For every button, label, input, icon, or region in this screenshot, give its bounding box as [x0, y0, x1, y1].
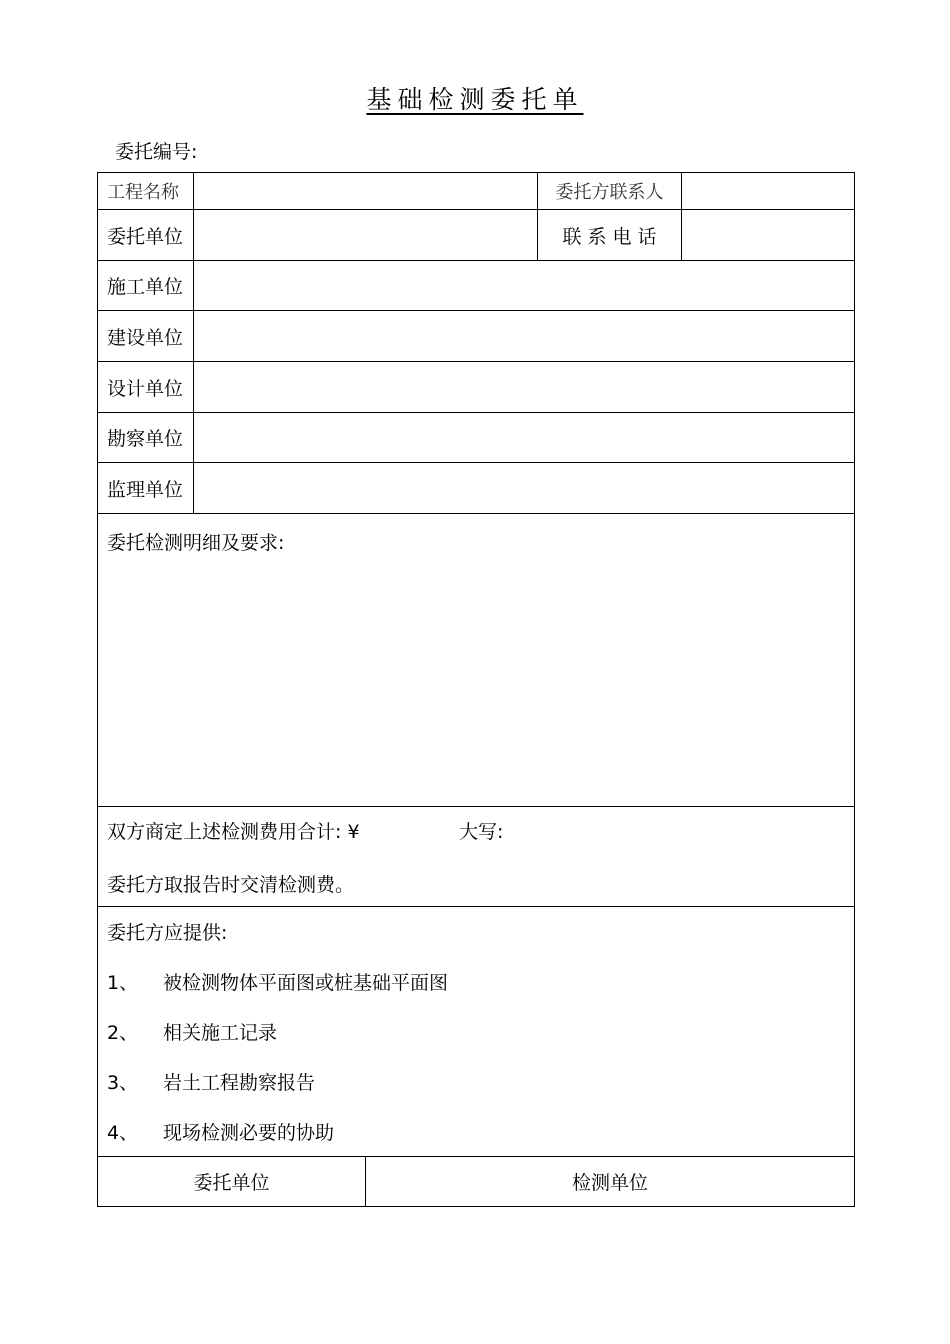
design-unit-field[interactable] [194, 362, 855, 413]
contact-phone-label: 联 系 电 话 [538, 210, 682, 261]
fee-note: 委托方取报告时交清检测费。 [107, 873, 355, 896]
client-contact-label: 委托方联系人 [538, 173, 682, 210]
fee-capital-label: 大写: [459, 820, 504, 843]
developer-unit-label: 建设单位 [98, 311, 194, 362]
developer-unit-field[interactable] [194, 311, 855, 362]
client-unit-label: 委托单位 [98, 210, 194, 261]
supervision-unit-label: 监理单位 [98, 463, 194, 514]
client-contact-field[interactable] [682, 173, 855, 210]
provide-item: 3、 岩土工程勘察报告 [107, 1072, 316, 1094]
supervision-unit-field[interactable] [194, 463, 855, 514]
survey-unit-label: 勘察单位 [98, 413, 194, 463]
fee-total-label: 双方商定上述检测费用合计: ¥ [107, 820, 360, 843]
provide-heading: 委托方应提供: [107, 922, 228, 944]
contact-phone-field[interactable] [682, 210, 855, 261]
testing-signature-label: 检测单位 [366, 1157, 855, 1207]
survey-unit-field[interactable] [194, 413, 855, 463]
fee-section [98, 807, 855, 907]
provide-item: 4、 现场检测必要的协助 [107, 1122, 335, 1144]
construction-unit-field[interactable] [194, 261, 855, 311]
design-unit-label: 设计单位 [98, 362, 194, 413]
provide-item: 2、 相关施工记录 [107, 1022, 278, 1044]
provide-item: 1、 被检测物体平面图或桩基础平面图 [107, 972, 449, 994]
client-signature-label: 委托单位 [98, 1157, 366, 1207]
provide-section [98, 907, 855, 1157]
form-title: 基础检测委托单 [366, 85, 584, 114]
commission-form-table [97, 172, 855, 1207]
project-name-field[interactable] [194, 173, 538, 210]
client-unit-field[interactable] [194, 210, 538, 261]
commission-number-label: 委托编号: [115, 141, 198, 163]
construction-unit-label: 施工单位 [98, 261, 194, 311]
details-label: 委托检测明细及要求: [107, 532, 285, 554]
project-name-label: 工程名称 [98, 173, 194, 210]
details-section[interactable] [98, 514, 855, 807]
